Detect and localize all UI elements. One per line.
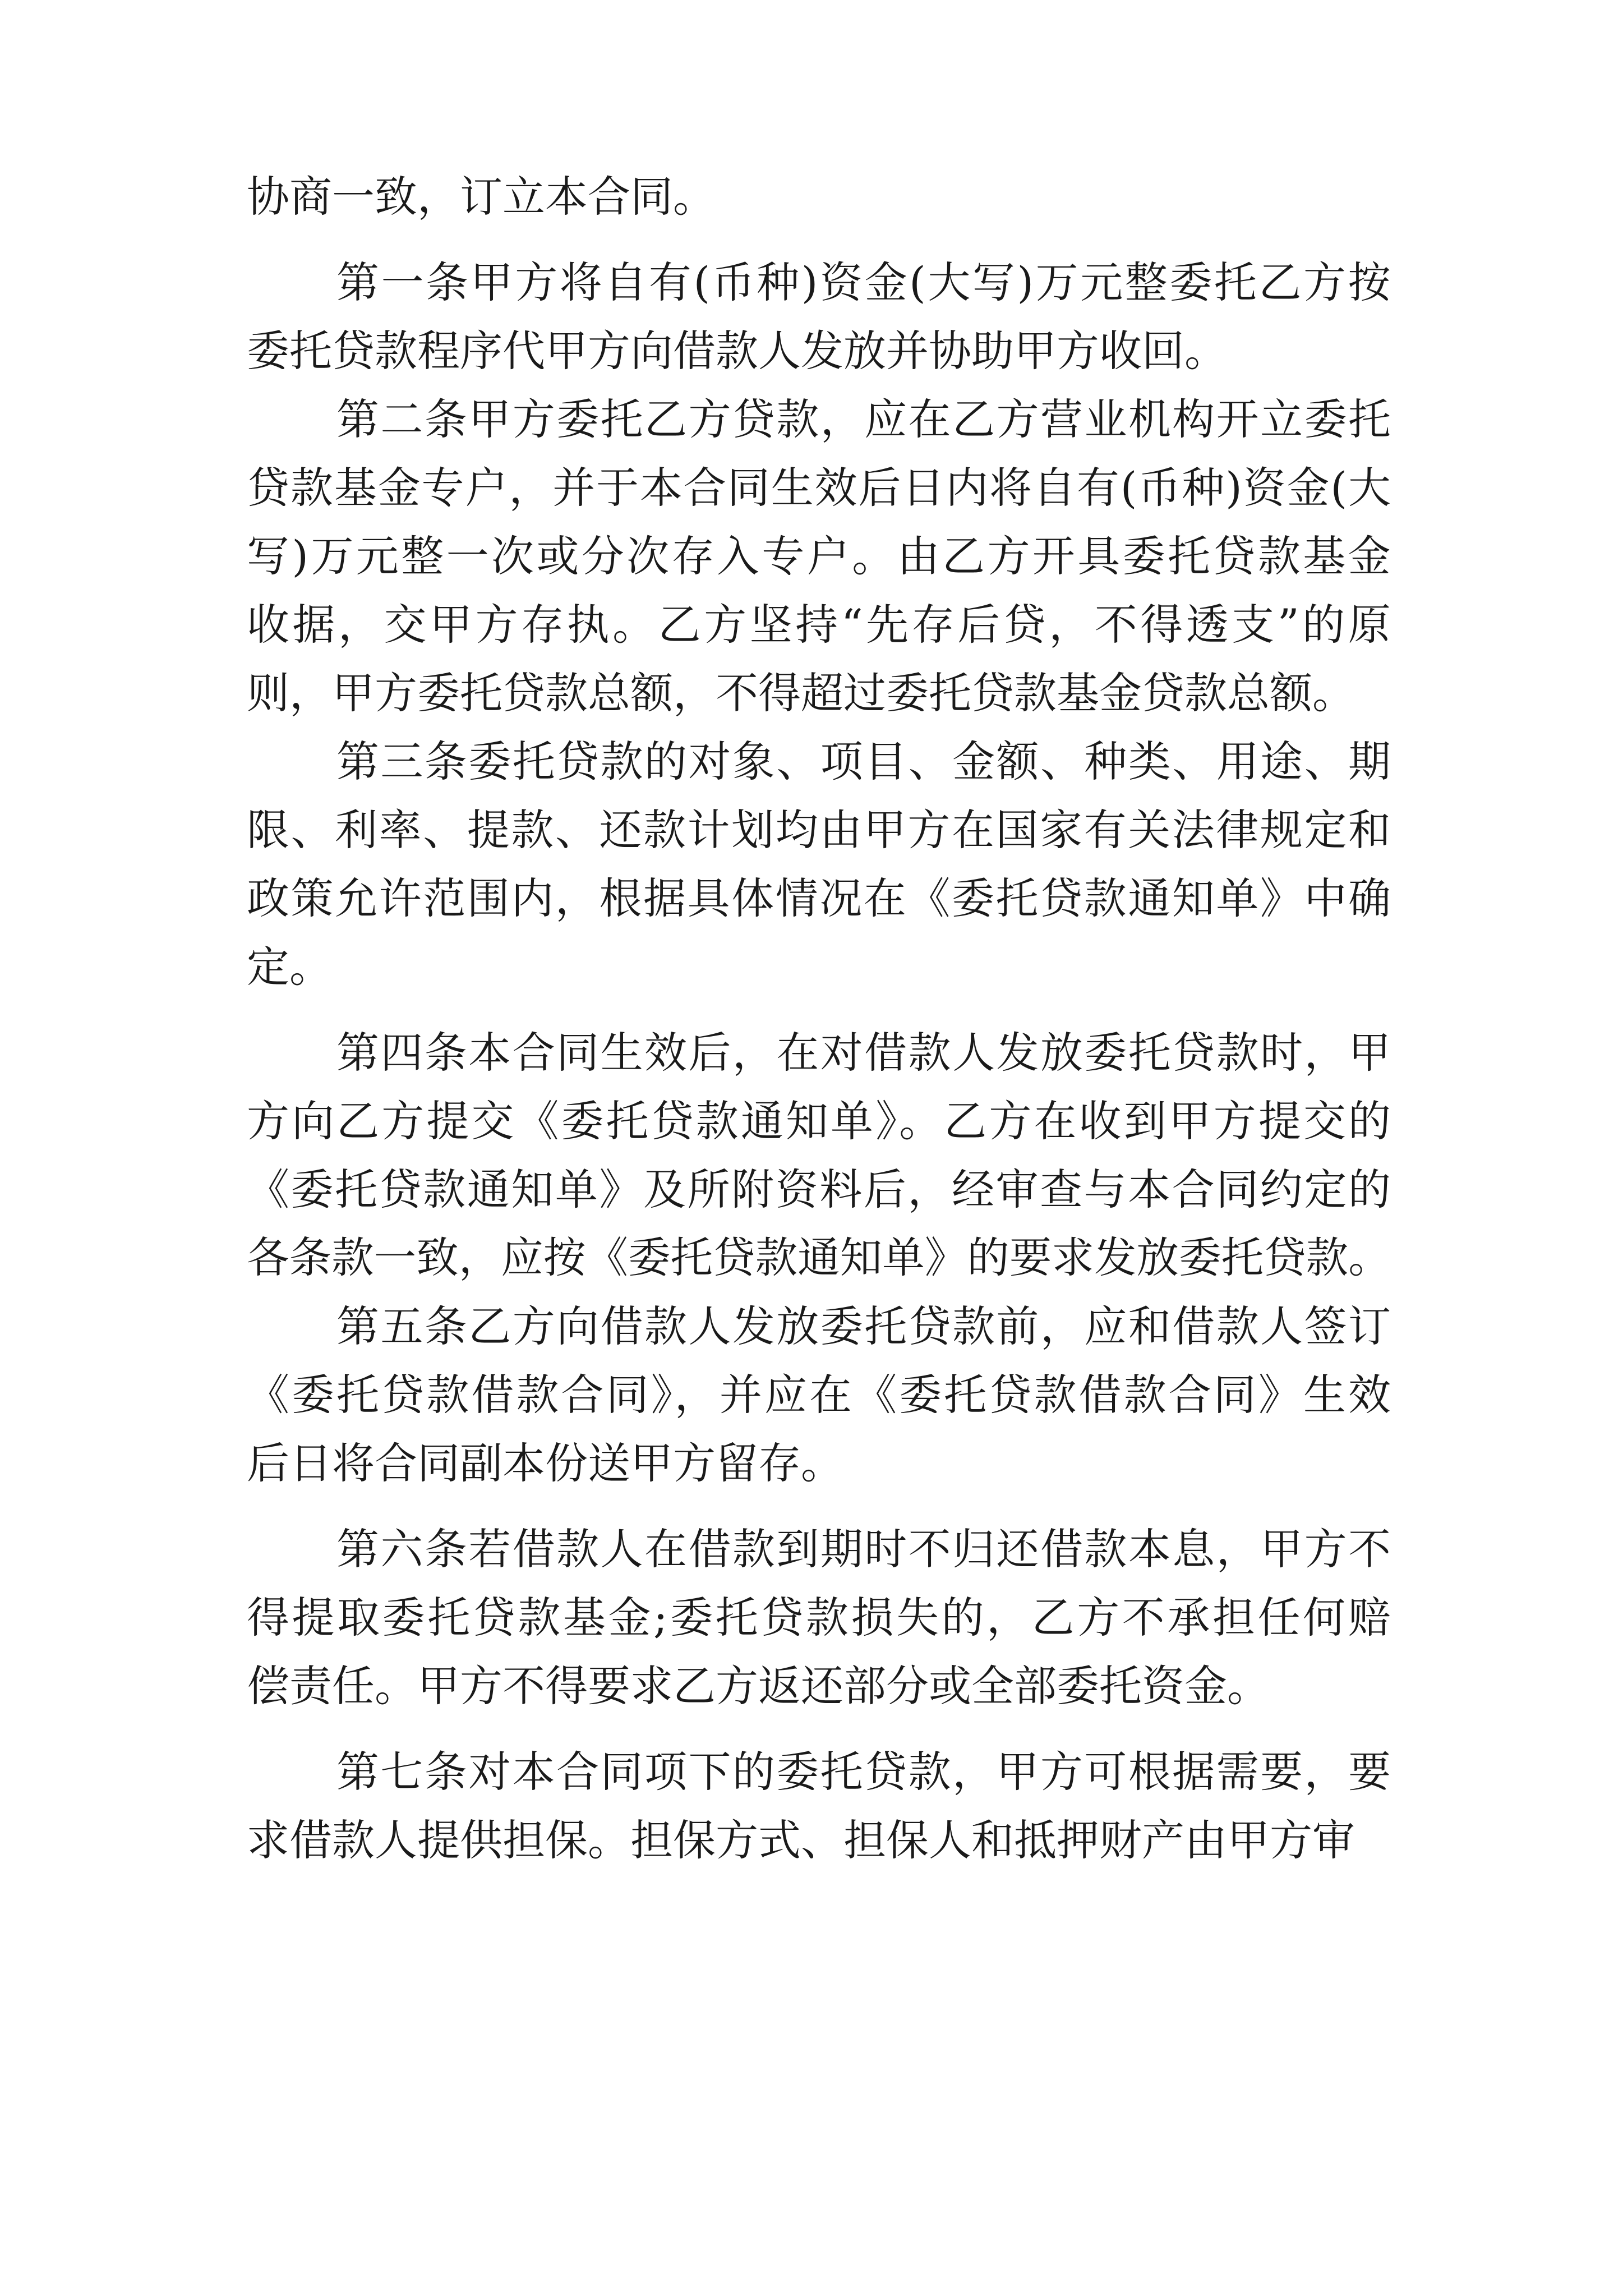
paragraph-first-line: 第三条委托贷款的对象、项目、金额、种类、用途、期: [336, 737, 1393, 786]
paragraph-line: 写)万元整一次或分次存入专户。由乙方开具委托贷款基金: [247, 531, 1394, 581]
paragraph-first-line: 第二条甲方委托乙方贷款，应在乙方营业机构开立委托: [336, 394, 1393, 444]
paragraph-line: 偿责任。甲方不得要求乙方返还部分或全部委托资金。: [247, 1661, 1270, 1711]
paragraph-first-line: 第七条对本合同项下的委托贷款，甲方可根据需要，要: [336, 1747, 1393, 1797]
paragraph-line: 《委托贷款借款合同》，并应在《委托贷款借款合同》生效: [247, 1370, 1394, 1420]
paragraph-line: 得提取委托贷款基金;委托贷款损失的，乙方不承担任何赔: [247, 1593, 1394, 1642]
paragraph-line: 收据，交甲方存执。乙方坚持“先存后贷，不得透支”的原: [247, 600, 1394, 650]
paragraph-first-line: 第一条甲方将自有(币种)资金(大写)万元整委托乙方按: [336, 257, 1393, 307]
paragraph-line: 各条款一致，应按《委托贷款通知单》的要求发放委托贷款。: [247, 1233, 1391, 1282]
paragraph-line: 贷款基金专户，并于本合同生效后日内将自有(币种)资金(大: [247, 463, 1392, 513]
paragraph-first-line: 第六条若借款人在借款到期时不归还借款本息，甲方不: [336, 1524, 1393, 1574]
paragraph-line: 《委托贷款通知单》及所附资料后，经审查与本合同约定的: [247, 1165, 1393, 1214]
paragraph-line: 方向乙方提交《委托贷款通知单》。乙方在收到甲方提交的: [247, 1096, 1394, 1146]
paragraph-first-line: 第五条乙方向借款人发放委托贷款前，应和借款人签订: [336, 1301, 1393, 1351]
paragraph-first-line: 第四条本合同生效后，在对借款人发放委托贷款时，甲: [336, 1028, 1393, 1078]
paragraph-line: 则，甲方委托贷款总额，不得超过委托贷款基金贷款总额。: [247, 668, 1355, 718]
paragraph-line: 后日将合同副本份送甲方留存。: [247, 1438, 843, 1488]
paragraph-line: 委托贷款程序代甲方向借款人发放并协助甲方收回。: [247, 326, 1227, 376]
paragraph-line: 求借款人提供担保。担保方式、担保人和抵押财产由甲方审: [247, 1815, 1355, 1865]
paragraph-line: 限、利率、提款、还款计划均由甲方在国家有关法律规定和: [247, 805, 1393, 855]
paragraph-line: 定。: [247, 942, 332, 992]
paragraph-line: 协商一致，订立本合同。: [247, 172, 716, 222]
paragraph-line: 政策允许范围内，根据具体情况在《委托贷款通知单》中确: [247, 873, 1393, 923]
